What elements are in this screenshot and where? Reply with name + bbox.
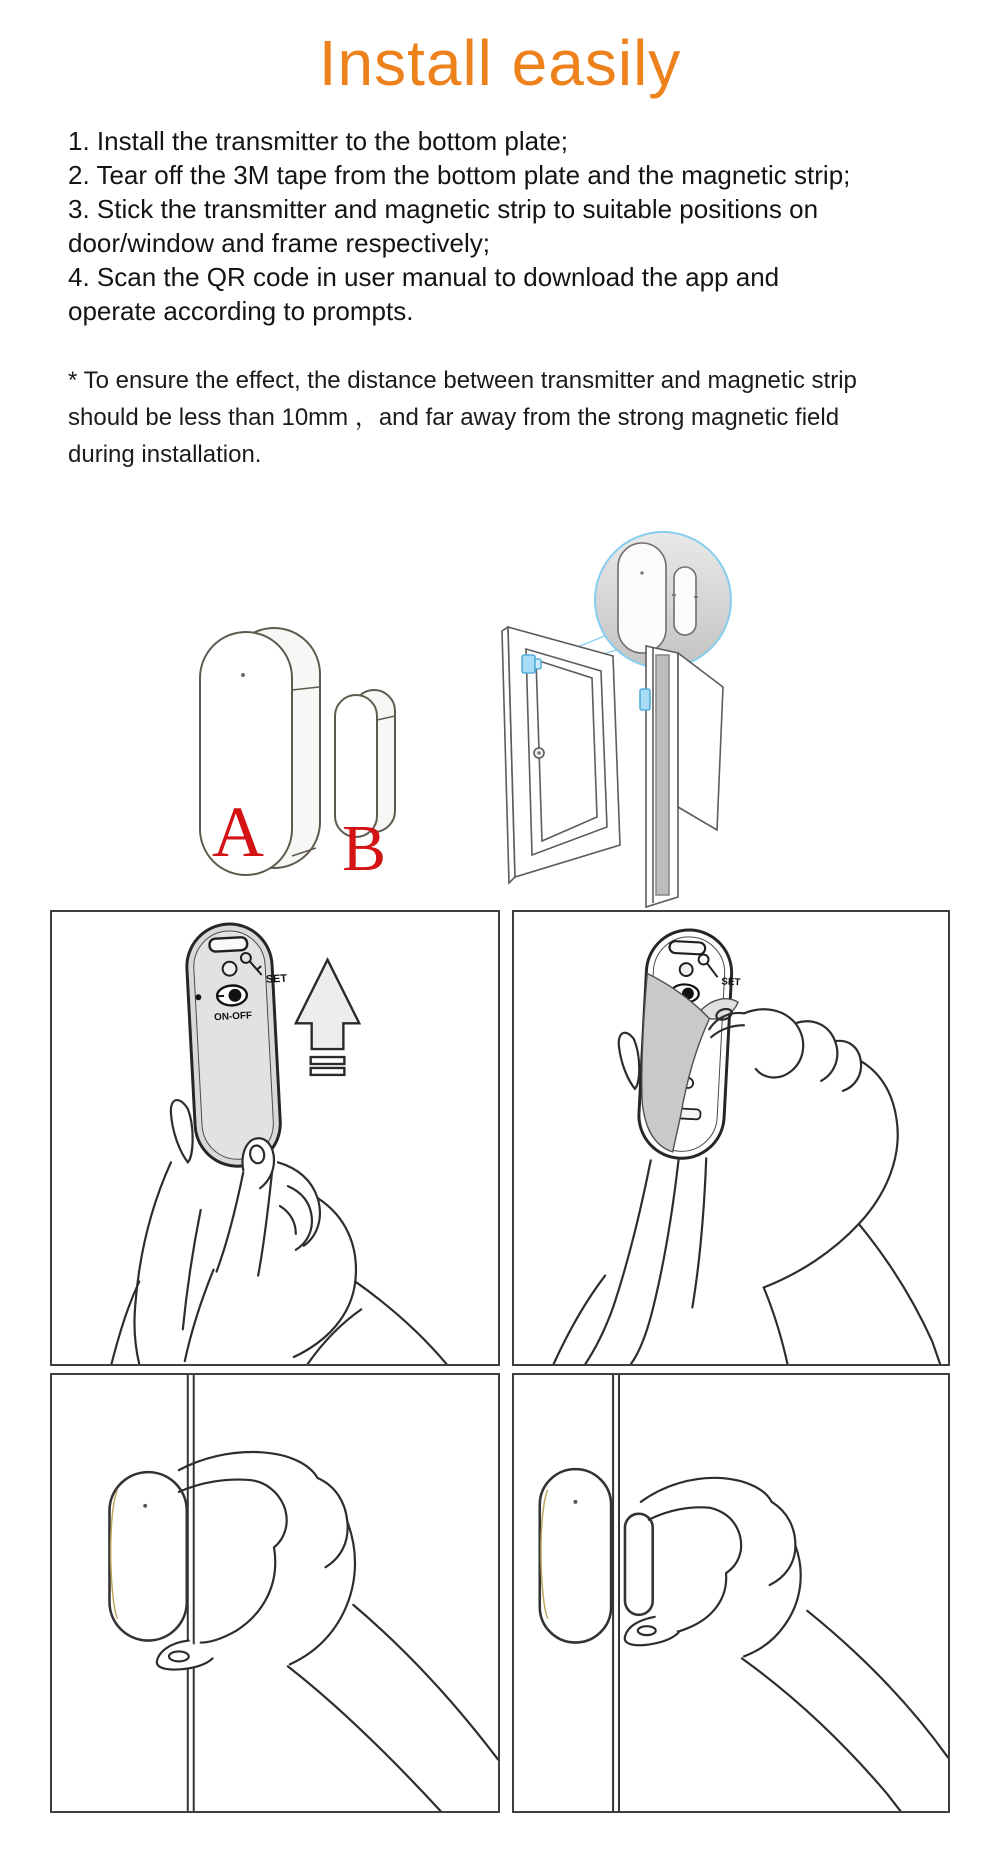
step-line: door/window and frame respectively; [68, 228, 490, 258]
step-line: operate according to prompts. [68, 296, 414, 326]
step-line: 4. Scan the QR code in user manual to download the app and [68, 262, 780, 292]
hand-drawing [625, 1478, 948, 1811]
step-line: 1. Install the transmitter to the bottom plate; [68, 126, 569, 156]
part-b-label: B [341, 812, 387, 885]
magnet-strip-side [625, 1514, 653, 1615]
page-title: Install easily [318, 27, 682, 99]
install-note [68, 362, 968, 473]
transmitter-back [185, 921, 297, 1168]
panel4-svg [514, 1375, 948, 1811]
panel-step3-stick-transmitter [50, 1373, 500, 1813]
magnet-position-marker [640, 689, 650, 710]
parts-illustration-svg [140, 598, 470, 908]
panel-step4-stick-magnet [512, 1373, 950, 1813]
hands-drawing [554, 1007, 940, 1364]
panel2-svg [514, 912, 948, 1364]
install-steps [68, 124, 968, 328]
mount-slot [669, 941, 705, 955]
sensor-position-marker [522, 655, 535, 673]
note-line: * To ensure the effect, the distance between transmitter and magnetic strip [68, 367, 857, 394]
panel3-svg [52, 1375, 498, 1811]
panel-step1-attach-transmitter [50, 910, 500, 1366]
set-label: SET [265, 972, 288, 986]
led-dot [573, 1500, 577, 1504]
led-dot [143, 1504, 147, 1508]
parts-illustration [140, 598, 470, 908]
screw-hole [679, 963, 693, 977]
door-mounting-illustration [480, 525, 850, 915]
led-dot [241, 673, 245, 677]
hand-drawing [157, 1452, 498, 1811]
door-illustration-svg [480, 525, 850, 915]
screw-hole [222, 961, 237, 976]
transmitter-back [637, 928, 743, 1161]
open-door-drawing [640, 646, 723, 907]
note-line: should be less than 10mm ，and far away from the strong magnetic field [68, 404, 840, 431]
step-line: 2. Tear off the 3M tape from the bottom plate and the magnetic strip; [68, 160, 851, 190]
closed-door-drawing [502, 627, 620, 883]
hands-drawing [111, 1100, 446, 1364]
up-arrow-icon [296, 960, 359, 1075]
door-edge-lines [613, 1375, 619, 1811]
note-line: during installation. [68, 441, 262, 468]
transmitter-side [540, 1469, 611, 1642]
zoom-circle [595, 532, 731, 668]
part-a-label: A [212, 792, 264, 872]
panel1-svg [52, 912, 498, 1364]
mount-slot [209, 937, 247, 952]
step-line: 3. Stick the transmitter and magnetic strip to suitable positions on [68, 194, 819, 224]
on-off-switch [217, 985, 248, 1006]
transmitter-side [109, 1472, 186, 1640]
door-edge-lines [188, 1375, 194, 1811]
set-label: SET [720, 976, 741, 989]
on-off-label: ON-OFF [213, 1010, 253, 1024]
panel-step2-peel-tape [512, 910, 950, 1366]
